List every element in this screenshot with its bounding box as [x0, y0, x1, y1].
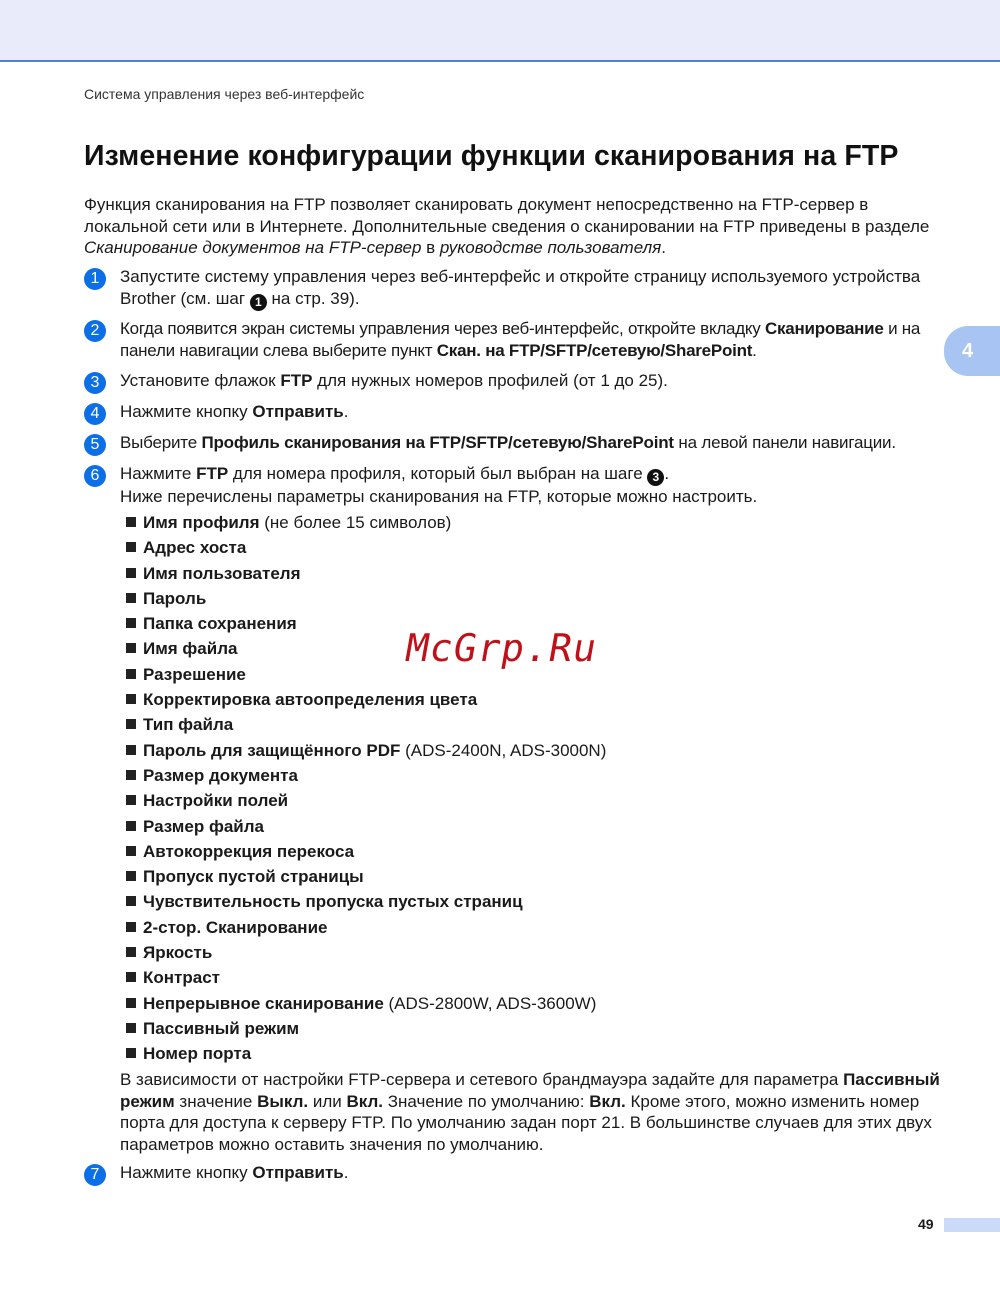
bullet-square-icon [126, 618, 136, 628]
step-6 [84, 465, 964, 508]
ui-term: Скан. на FTP/SFTP/сетевую/SharePoint [436, 340, 753, 360]
intro-text: Функция сканирования на FTP позволяет сканировать документ непосредственно на FTP-сервер в локальной сети или в Интернете. Дополнительные сведения о сканировании на FTP приведены в разделе [84, 195, 930, 236]
bullet-square-icon [126, 745, 136, 755]
param-note: (не более 15 символов) [259, 513, 452, 532]
param-name: Разрешение [143, 664, 246, 684]
list-item [126, 915, 606, 940]
param-name: Пароль для защищённого PDF [143, 740, 401, 760]
bullet-square-icon [126, 694, 136, 704]
step-text [120, 432, 964, 454]
chapter-tab: 4 [944, 326, 1000, 376]
ui-term: Выкл. [257, 1091, 309, 1111]
param-name: 2-стор. Сканирование [143, 917, 328, 937]
bullet-square-icon [126, 998, 136, 1008]
step-text [120, 266, 964, 311]
page-number: 49 [918, 1216, 934, 1232]
page-title: Изменение конфигурации функции сканирования на FTP [84, 140, 899, 172]
step-text-part: на левой панели навигации. [673, 433, 896, 452]
intro-ref-italic: Сканирование документов на FTP-сервер [84, 238, 422, 257]
watermark: McGrp.Ru [402, 626, 601, 670]
top-band [0, 0, 1000, 62]
step-4 [84, 403, 964, 423]
param-name: Непрерывное сканирование [143, 993, 384, 1013]
bullet-square-icon [126, 1048, 136, 1058]
step-text-part: Ниже перечислены параметры сканирования на FTP, которые можно настроить. [120, 487, 758, 506]
list-item [126, 561, 606, 586]
note-text: Кроме этого, можно изменить номер порта для доступа к серверу FTP. По умолчанию задан порт 21. В большинстве случаев для этих двух параметров можно оставить значения по умолчанию. [120, 1091, 932, 1154]
param-name: Тип файла [143, 715, 234, 735]
bullet-square-icon [126, 770, 136, 780]
ui-term: FTP [280, 371, 313, 390]
param-name: Номер порта [143, 1044, 252, 1064]
param-name: Автокоррекция перекоса [143, 841, 355, 861]
note-text: или [308, 1091, 347, 1111]
list-item [126, 738, 606, 763]
list-item [126, 1016, 606, 1041]
param-name: Корректировка автоопределения цвета [143, 690, 478, 710]
step-text-part: на стр. 39). [266, 288, 360, 308]
step-text-part: . [343, 402, 349, 421]
param-name: Чувствительность пропуска пустых страниц [143, 892, 523, 912]
step-ref-icon: 1 [250, 294, 267, 311]
bullet-square-icon [126, 517, 136, 527]
page-footer-bar [944, 1218, 1000, 1232]
list-item [126, 763, 606, 788]
step-text [120, 370, 964, 392]
param-note: (ADS-2400N, ADS-3000N) [400, 740, 607, 760]
param-name: Пассивный режим [143, 1018, 300, 1038]
param-name: Имя файла [143, 639, 238, 659]
step-text-part: для номера профиля, который был выбран на шаге [228, 464, 648, 483]
step-5 [84, 434, 964, 454]
list-item [126, 1041, 606, 1066]
step-text-part: Выберите [120, 433, 202, 452]
param-name: Размер файла [143, 816, 264, 836]
step-number-icon: 1 [84, 268, 106, 290]
note-text: В зависимости от настройки FTP-сервера и сетевого брандмауэра задайте для параметра [120, 1070, 844, 1089]
bullet-square-icon [126, 846, 136, 856]
ui-term: Сканирование [765, 319, 884, 338]
step-text-part: . [664, 464, 670, 483]
bullet-square-icon [126, 947, 136, 957]
step-ref-icon: 3 [647, 469, 664, 486]
list-item [126, 586, 606, 611]
param-note: (ADS-2800W, ADS-3600W) [383, 993, 597, 1013]
list-item [126, 991, 606, 1016]
list-item [126, 965, 606, 990]
step-number-icon: 6 [84, 465, 106, 487]
step-1 [84, 268, 964, 311]
step-text-part: для нужных номеров профилей (от 1 до 25). [312, 371, 668, 390]
step-text-part: и на панели навигации слева выберите пункт [120, 319, 921, 360]
bullet-square-icon [126, 1023, 136, 1033]
bullet-square-icon [126, 795, 136, 805]
step-number-icon: 7 [84, 1164, 106, 1186]
param-name: Настройки полей [143, 791, 289, 811]
list-item [126, 864, 606, 889]
list-item [126, 510, 606, 535]
param-name: Имя профиля [143, 513, 260, 532]
param-name: Яркость [143, 943, 213, 963]
intro-guide-italic: руководстве пользователя [439, 238, 662, 257]
param-name: Размер документа [143, 765, 298, 785]
step-2 [84, 320, 964, 361]
running-header: Система управления через веб-интерфейс [84, 86, 365, 102]
param-name: Имя пользователя [143, 563, 301, 583]
step-text [120, 401, 964, 423]
step-text [120, 463, 964, 508]
step-text-part: Когда появится экран системы управления через веб-интерфейс, откройте вкладку [120, 319, 765, 338]
bullet-square-icon [126, 568, 136, 578]
ui-term: Отправить [252, 402, 344, 421]
list-item [126, 814, 606, 839]
ui-term: Вкл. [589, 1091, 626, 1111]
ui-term: Отправить [252, 1163, 344, 1182]
step-3 [84, 372, 964, 392]
list-item [126, 712, 606, 737]
step-text-part: . [752, 340, 757, 360]
step-text-part: Нажмите кнопку [120, 1163, 253, 1182]
step-text [120, 1162, 964, 1184]
intro-end: . [661, 238, 666, 257]
step-number-icon: 4 [84, 403, 106, 425]
param-name: Контраст [143, 968, 220, 988]
param-name: Адрес хоста [143, 538, 247, 558]
param-name: Пароль [143, 588, 207, 608]
passive-mode-note [120, 1069, 940, 1155]
list-item [126, 839, 606, 864]
list-item [126, 687, 606, 712]
step-text-part: Установите флажок [120, 371, 281, 390]
bullet-square-icon [126, 542, 136, 552]
step-text-part: Нажмите [120, 464, 197, 483]
parameter-list [126, 510, 606, 1067]
step-text-part: . [343, 1163, 349, 1182]
list-item [126, 889, 606, 914]
note-text: Значение по умолчанию: [383, 1091, 590, 1111]
bullet-square-icon [126, 821, 136, 831]
bullet-square-icon [126, 719, 136, 729]
list-item [126, 940, 606, 965]
step-number-icon: 5 [84, 434, 106, 456]
bullet-square-icon [126, 593, 136, 603]
intro-mid: в [421, 238, 440, 257]
bullet-square-icon [126, 896, 136, 906]
note-text: значение [174, 1091, 258, 1111]
bullet-square-icon [126, 669, 136, 679]
step-text [120, 318, 964, 361]
bullet-square-icon [126, 871, 136, 881]
step-number-icon: 3 [84, 372, 106, 394]
bullet-square-icon [126, 643, 136, 653]
param-name: Пропуск пустой страницы [143, 867, 364, 887]
ui-term: Вкл. [346, 1091, 383, 1111]
step-text-part: Запустите систему управления через веб-интерфейс и откройте страницу используемого устройства Brother (см. шаг [120, 267, 921, 308]
ui-term: Профиль сканирования на FTP/SFTP/сетевую/SharePoint [201, 433, 674, 452]
bullet-square-icon [126, 922, 136, 932]
step-text-part: Нажмите кнопку [120, 402, 253, 421]
step-number-icon: 2 [84, 320, 106, 342]
list-item [126, 535, 606, 560]
ui-term: FTP [196, 464, 229, 483]
bullet-square-icon [126, 972, 136, 982]
step-7 [84, 1164, 964, 1184]
intro-paragraph [84, 194, 954, 259]
param-name: Папка сохранения [143, 614, 297, 634]
ui-term: Пассивный режим [120, 1070, 940, 1111]
list-item [126, 788, 606, 813]
